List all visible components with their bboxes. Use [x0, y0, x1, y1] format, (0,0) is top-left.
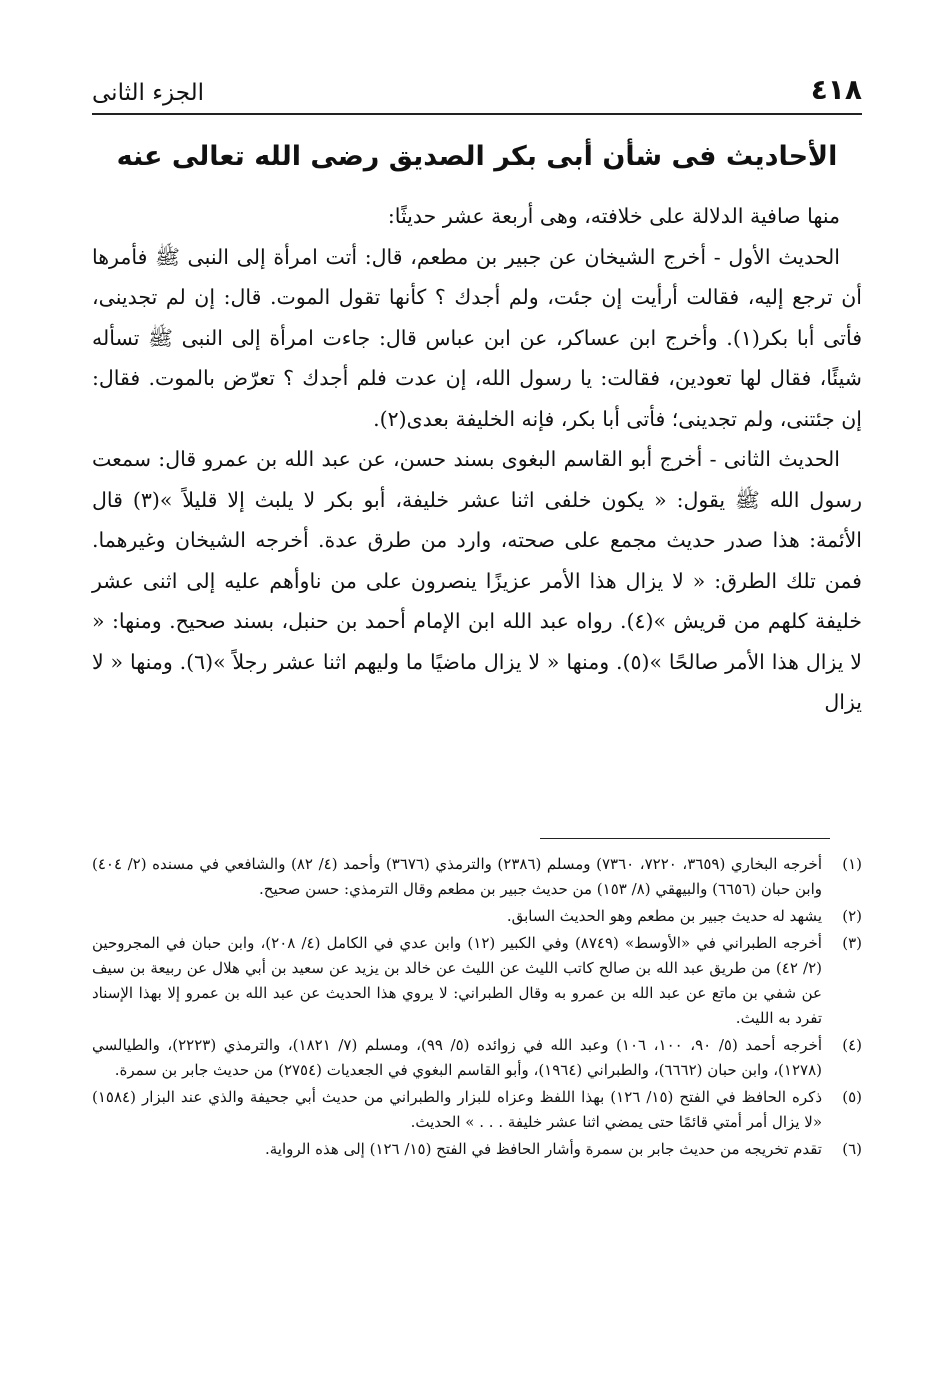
section-title: الأحاديث فى شأن أبى بكر الصديق رضى الله تعالى عنه — [116, 141, 838, 172]
footnote-number: (١) — [842, 855, 862, 873]
footnote-text: تقدم تخريجه من حديث جابر بن سمرة وأشار الحافظ في الفتح (١٥/ ١٢٦) إلى هذه الرواية. — [264, 1140, 822, 1158]
page-number: ٤١٨ — [810, 73, 862, 106]
footnote-2 — [92, 904, 862, 929]
footnote-text: أخرجه أحمد (٥/ ٩٠، ١٠٠، ١٠٦) وعبد الله في زوائده (٥/ ٩٩)، ومسلم (٧/ ١٨٢١)، والترمذي (٢٢٢٣)، والطيالسي (١٢٧٨)، وابن حبان (٦٦٦٢)، والطبراني (١٩٦٤)، وأبو القاسم البغوي في الجعديات (٢٧٥٤) من حديث جابر بن سمرة. — [92, 1036, 823, 1079]
footnote-divider — [540, 838, 830, 839]
footnote-number: (٥) — [842, 1088, 862, 1106]
paragraph-intro: منها صافية الدلالة على خلافته، وهى أربعة عشر حديثًا: — [387, 204, 840, 228]
footnote-6 — [92, 1137, 862, 1162]
footnote-3 — [92, 931, 862, 1031]
footnotes — [92, 852, 862, 1164]
footnote-4 — [92, 1033, 862, 1083]
header-divider — [92, 113, 862, 115]
main-text — [92, 196, 862, 723]
footnote-1 — [92, 852, 862, 902]
footnote-number: (٣) — [842, 934, 862, 952]
footnote-text: يشهد له حديث جبير بن مطعم وهو الحديث السابق. — [506, 907, 822, 925]
part-label: الجزء الثانى — [92, 80, 204, 106]
footnote-text: أخرجه الطبراني في «الأوسط» (٨٧٤٩) وفي الكبير (١٢) وابن عدي في الكامل (٤/ ٢٠٨)، وابن حبان في المجروحين (٢/ ٤٢) من طريق عبد الله بن صالح كاتب الليث عن الليث عن خالد بن يزيد عن سعيد بن أبي هلال عن ربيعة بن سيف عن شفي بن ماتع عن عبد الله بن عمرو به وقال الطبراني: لا يروي هذا الحديث عن عبد الله بن عمرو إلا بهذا الإسناد تفرد به الليث. — [92, 934, 822, 1027]
footnote-text: ذكره الحافظ في الفتح (١٥/ ١٢٦) بهذا اللفظ وعزاه للبزار والطبراني من حديث أبي جحيفة والذي عند البزار (١٥٨٤) «لا يزال أمر أمتي قائمًا حتى يمضي اثنا عشر خليفة . . . » الحديث. — [92, 1088, 822, 1131]
footnote-5 — [92, 1085, 862, 1135]
footnote-number: (٤) — [842, 1036, 862, 1054]
paragraph-hadith-1: الحديث الأول - أخرج الشيخان عن جبير بن مطعم، قال: أتت امرأة إلى النبى ﷺ فأمرها أن ترجع إليه، فقالت أرأيت إن جئت، ولم أجدك ؟ كأنها تقول الموت. قال: إن لم تجدينى، فأتى أبا بكر(١). وأخرج ابن عساكر، عن ابن عباس قال: جاءت امرأة إلى النبى ﷺ تسأله شيئًا، فقال لها تعودين، فقالت: يا رسول الله، إن عدت فلم أجدك ؟ تعرّض بالموت. فقال: إن جئتنى، ولم تجدينى؛ فأتى أبا بكر، فإنه الخليفة بعدى(٢). — [92, 244, 863, 431]
footnote-number: (٦) — [842, 1140, 862, 1158]
footnote-number: (٢) — [842, 907, 862, 925]
running-header — [92, 66, 862, 106]
paragraph-hadith-2: الحديث الثانى - أخرج أبو القاسم البغوى بسند حسن، عن عبد الله بن عمرو قال: سمعت رسول الله ﷺ يقول: « يكون خلفى اثنا عشر خليفة، أبو بكر لا يلبث إلا قليلاً »(٣) قال الأئمة: هذا صدر حديث مجمع على صحته، وارد من طرق عدة. أخرجه الشيخان وغيرهما. فمن تلك الطرق: « لا يزال هذا الأمر عزيزًا ينصرون على من ناوأهم عليه إلى اثنى عشر خليفة كلهم من قريش »(٤). رواه عبد الله ابن الإمام أحمد بن حنبل، بسند صحيح. ومنها: « لا يزال هذا الأمر صالحًا »(٥). ومنها « لا يزال ماضيًا ما وليهم اثنا عشر رجلاً »(٦). ومنها « لا يزال — [92, 447, 862, 714]
footnote-text: أخرجه البخاري (٣٦٥٩، ٧٢٢٠، ٧٣٦٠) ومسلم (٢٣٨٦) والترمذي (٣٦٧٦) وأحمد (٤/ ٨٢) والشافعي في مسنده (٢/ ٤٠٤) وابن حبان (٦٦٥٦) والبيهقي (٨/ ١٥٣) من حديث جبير بن مطعم وقال الترمذي: حسن صحيح. — [92, 855, 822, 898]
